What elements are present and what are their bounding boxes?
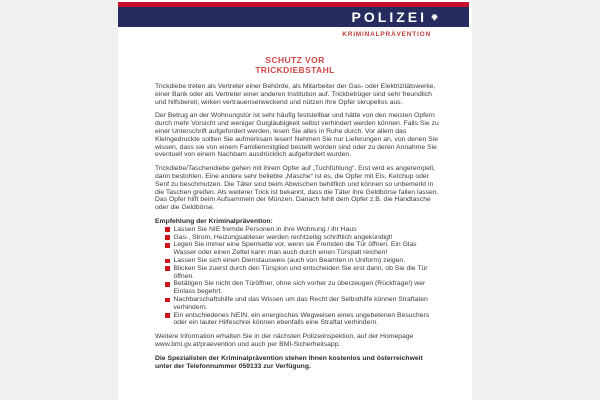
austrian-eagle-icon bbox=[430, 13, 439, 22]
list-item-text: Gas-, Strom, Heizungsableser werden rechtzeitig schriftlich angekündigt! bbox=[173, 233, 393, 241]
recommendations-heading: Empfehlung der Kriminalprävention: bbox=[155, 217, 273, 225]
list-item-text: Legen Sie immer eine Sperrkette vor, wenn sie Fremden die Tür öffnen. Ein Glas Wasser oder einen Zettel kann man auch durch einen Türspalt reichen! bbox=[173, 241, 417, 257]
list-item bbox=[155, 234, 441, 242]
list-item bbox=[155, 296, 441, 312]
list-item bbox=[155, 265, 441, 281]
list-item-text: Ein entschiedenes NEIN, ein energisches Wegweisen eines ungebetenen Besuchers oder ein lauter Hilfeschrei können ebenfalls eine Straftat verhindern. bbox=[173, 311, 430, 327]
bullet-square-icon bbox=[165, 227, 170, 232]
list-item-text: Lassen Sie sich einen Dienstausweis (auch von Beamten in Uniform) zeigen. bbox=[173, 256, 406, 264]
bullet-square-icon bbox=[165, 282, 170, 287]
page-title bbox=[118, 55, 472, 75]
paragraph-door-fraud: Der Betrug an der Wohnungstür ist sehr häufig feststellbar und hätte von den meisten Opfern durch mehr Vorsicht und weniger Gutgläubigkeit selbst verhindert werden können. Falls Sie zu einer Unterschrift aufgefordert werden, lesen Sie alles in Ruhe durch. Vor allem das Kleingedruckte sollten Sie aufmerksam lesen! Nehmen Sie nur Lieferungen an, von denen Sie wissen, dass sie von einem Familienmitglied bestellt worden sind oder zu deren Annahme Sie eventuell von einem Nachbarn ausdrücklich aufgefordert wurden. bbox=[155, 112, 439, 159]
list-item-text: Betätigen Sie nicht den Türöffner, ohne sich vorher zu überzeugen (Rückfrage!) wer Einlass begehrt. bbox=[173, 280, 426, 296]
recommendations-list bbox=[155, 226, 441, 327]
document-body bbox=[155, 83, 441, 376]
bullet-square-icon bbox=[165, 235, 170, 240]
footer-contact: Die Spezialisten der Kriminalprävention stehen Ihnen kostenlos und österreichweit unter der Telefonnummer 059133 zur Verfügung. bbox=[155, 354, 423, 370]
page-title-line1: SCHUTZ VOR bbox=[265, 55, 325, 65]
paragraph-pickpockets: Trickdiebe/Taschendiebe gehen mit ihrem Opfer auf „Tuchfühlung“. Erst wird es angerempelt, dann bestohlen. Eine andere sehr beliebte „Masche“ ist es, die Opfer mit Eis, Ketchup oder Senf zu beschmutzen. Die Täter sind beim Abwischen behilflich und können so unbemerkt in die Taschen greifen. Als weiterer Trick ist bekannt, dass die Täter ihre Geldbörse fallen lassen. Das Opfer hilft beim Aufsammeln der Münzen. Danach fehlt dem Opfer z.B. die Handtasche oder die Geldbörse. bbox=[155, 165, 439, 212]
brand-title: POLIZEI bbox=[351, 9, 427, 25]
document-page bbox=[118, 0, 472, 400]
bullet-square-icon bbox=[165, 313, 170, 318]
list-item bbox=[155, 257, 441, 265]
list-item bbox=[155, 241, 441, 257]
bullet-square-icon bbox=[165, 243, 170, 248]
list-item-text: Lassen Sie NIE fremde Personen in ihre Wohnung / ihr Haus bbox=[173, 225, 357, 233]
bullet-square-icon bbox=[165, 298, 170, 303]
paragraph-intro: Trickdiebe treten als Vertreter einer Behörde, als Mitarbeiter der Gas- oder Elektrizitätswerke, einer Bank oder als Vertreter einer anderen Institution auf. Trickbetrüger sind sehr freundlich und hilfsbereit, wirken vertrauenserweckend und nützen ihre Opfer skrupellos aus. bbox=[155, 83, 436, 106]
brand-subtitle: KRIMINALPRÄVENTION bbox=[342, 31, 431, 38]
list-item bbox=[155, 226, 441, 234]
list-item bbox=[155, 312, 441, 328]
bullet-square-icon bbox=[165, 259, 170, 264]
bullet-square-icon bbox=[165, 266, 170, 271]
list-item bbox=[155, 280, 441, 296]
page-title-line2: TRICKDIEBSTAHL bbox=[255, 65, 335, 75]
footer-info: Weitere Information erhalten Sie in der nächsten Polizeiinspektion, auf der Homepage www.bmi.gv.at/praevention und auch per BMI-Sicherheitsapp. bbox=[155, 333, 414, 348]
list-item-text: Blicken Sie zuerst durch den Türspion und entscheiden Sie erst dann, ob Sie die Tür öffnen. bbox=[173, 264, 428, 280]
list-item-text: Nachbarschaftshilfe und das Wissen um das Recht der Selbsthilfe können Straftaten verhindern. bbox=[173, 295, 428, 311]
header-bar bbox=[118, 7, 469, 27]
